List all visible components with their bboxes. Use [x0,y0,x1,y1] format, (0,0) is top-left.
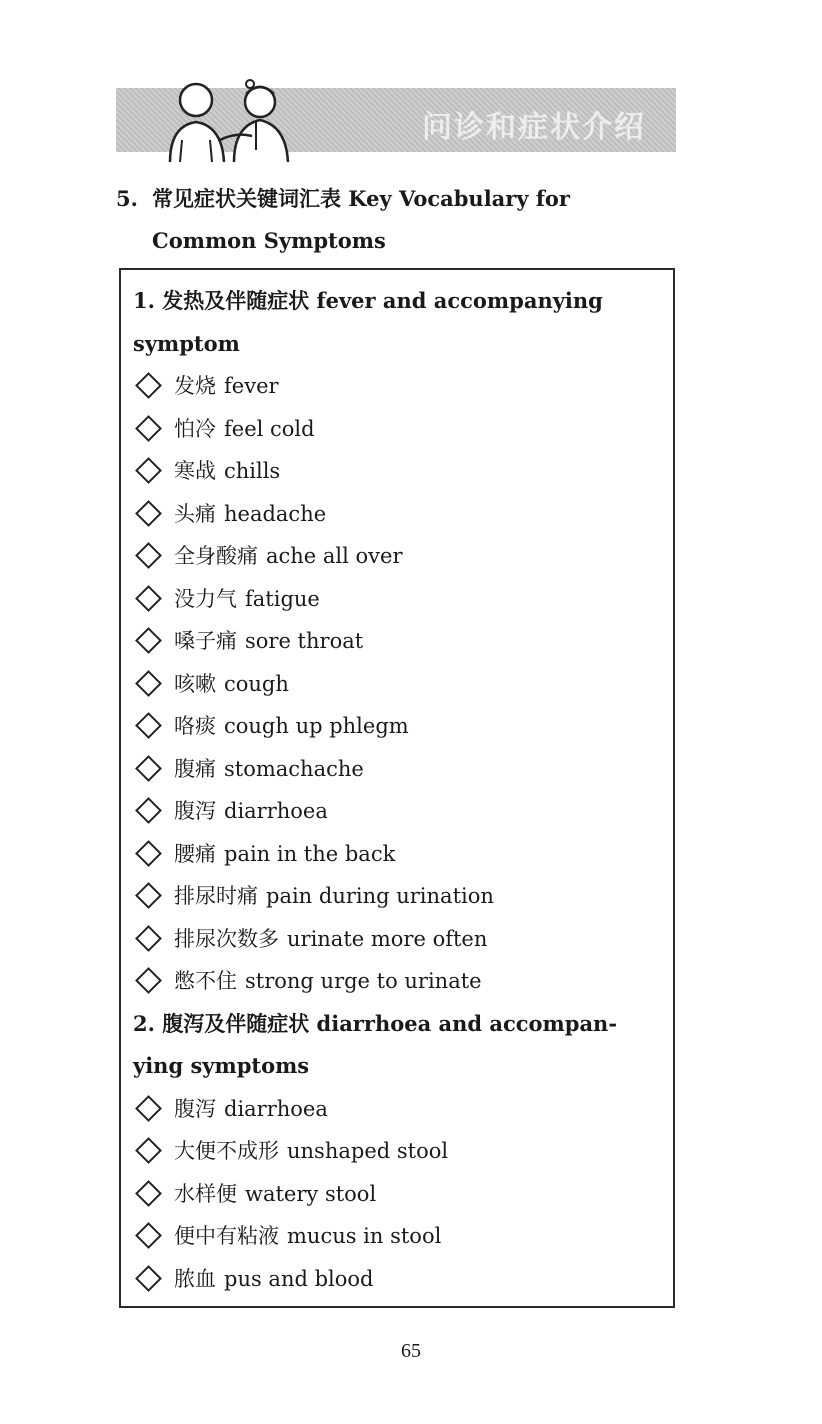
term-english: ache all over [266,544,403,568]
doctor-patient-illustration [160,70,300,166]
vocabulary-box [119,268,675,1308]
vocabulary-item [133,875,663,918]
section-title-line2: Common Symptoms [152,228,386,253]
term-chinese: 排尿次数多 [174,926,279,951]
term-chinese: 头痛 [174,501,216,526]
term-english: unshaped stool [287,1139,449,1163]
term-chinese: 没力气 [174,586,237,611]
term-english: fever [224,374,279,398]
term-chinese: 咳嗽 [174,671,216,696]
section-number: 5. [116,186,138,211]
term-english: cough up phlegm [224,714,409,738]
section-title [116,178,696,262]
diamond-bullet-icon [135,1137,162,1164]
term-chinese: 脓血 [174,1266,216,1291]
diamond-bullet-icon [135,882,162,909]
term-chinese: 寒战 [174,459,216,483]
diamond-bullet-icon [135,1222,162,1249]
vocabulary-item [133,705,663,748]
group1-heading-line2: symptom [133,330,240,356]
vocabulary-item [133,1215,663,1258]
diamond-bullet-icon [135,372,162,399]
vocabulary-item [133,1173,663,1216]
diamond-bullet-icon [135,797,162,824]
term-english: cough [224,671,289,696]
term-english: mucus in stool [287,1224,442,1248]
term-english: diarrhoea [224,1096,328,1121]
vocabulary-item [133,535,663,578]
term-chinese: 嗓子痛 [174,629,237,653]
diamond-bullet-icon [135,542,162,569]
vocabulary-item [133,748,663,791]
term-chinese: 水样便 [174,1181,237,1206]
diamond-bullet-icon [135,712,162,739]
term-english: pain in the back [224,841,396,866]
term-chinese: 排尿时痛 [174,884,258,908]
vocabulary-item [133,620,663,663]
term-chinese: 腹泻 [174,799,216,823]
term-english: headache [224,501,327,526]
term-english: chills [224,459,281,483]
vocabulary-item [133,1130,663,1173]
section-title-text: 常见症状关键词汇表 Key Vocabulary for [152,186,570,211]
vocabulary-item [133,450,663,493]
term-chinese: 怕冷 [174,416,216,441]
term-english: urinate more often [287,926,488,951]
vocabulary-item [133,790,663,833]
vocabulary-item [133,1258,663,1301]
diamond-bullet-icon [135,840,162,867]
diamond-bullet-icon [135,1180,162,1207]
term-english: pain during urination [266,884,494,908]
term-english: strong urge to urinate [245,969,482,993]
group2-heading-line1: 2. 腹泻及伴随症状 diarrhoea and accompan- [133,1010,618,1036]
diamond-bullet-icon [135,1265,162,1292]
term-english: feel cold [224,416,315,441]
vocabulary-item [133,960,663,1003]
diamond-bullet-icon [135,670,162,697]
term-chinese: 咯痰 [174,714,216,738]
term-english: diarrhoea [224,799,328,823]
vocabulary-item [133,918,663,961]
vocabulary-item [133,1088,663,1131]
term-chinese: 便中有粘液 [174,1224,279,1248]
vocabulary-item [133,408,663,451]
term-english: stomachache [224,756,364,781]
term-chinese: 腹痛 [174,756,216,781]
term-chinese: 腰痛 [174,841,216,866]
vocabulary-item [133,578,663,621]
vocabulary-item [133,365,663,408]
group2-heading-line2: ying symptoms [133,1053,310,1078]
group1-heading-line1: 1. 发热及伴随症状 fever and accompanying [133,288,603,313]
diamond-bullet-icon [135,585,162,612]
diamond-bullet-icon [135,415,162,442]
diamond-bullet-icon [135,755,162,782]
term-chinese: 全身酸痛 [174,544,258,568]
vocabulary-item [133,663,663,706]
term-chinese: 憋不住 [174,969,237,993]
page-number: 65 [401,1340,421,1362]
diamond-bullet-icon [135,925,162,952]
term-chinese: 腹泻 [174,1096,216,1121]
term-english: pus and blood [224,1266,374,1291]
diamond-bullet-icon [135,500,162,527]
term-english: sore throat [245,629,364,653]
term-chinese: 大便不成形 [174,1139,279,1163]
diamond-bullet-icon [135,967,162,994]
diamond-bullet-icon [135,1095,162,1122]
diamond-bullet-icon [135,457,162,484]
term-english: fatigue [245,586,320,611]
term-chinese: 发烧 [174,374,216,398]
vocabulary-item [133,833,663,876]
term-english: watery stool [245,1181,377,1206]
diamond-bullet-icon [135,627,162,654]
vocabulary-item [133,493,663,536]
banner-title: 问诊和症状介绍 [422,110,646,145]
